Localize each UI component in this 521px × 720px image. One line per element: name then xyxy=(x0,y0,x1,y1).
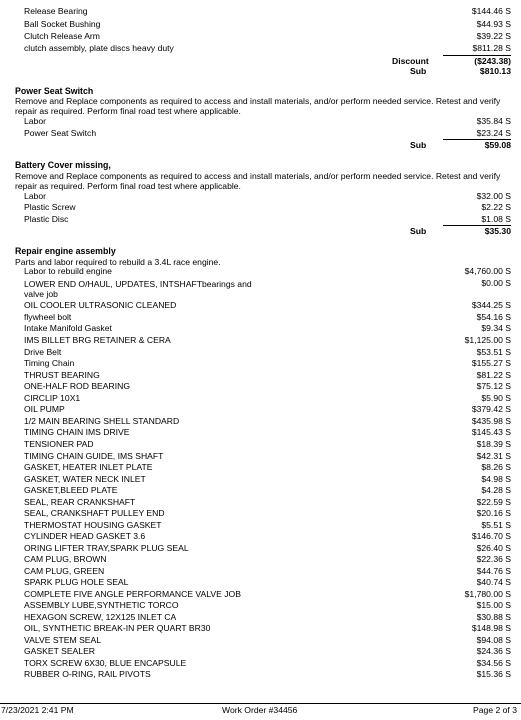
line-item xyxy=(0,348,521,359)
item-amount: $5.51 S xyxy=(481,520,511,530)
item-amount: $22.36 S xyxy=(476,554,511,564)
item-name: Labor xyxy=(24,191,46,201)
section-description: Remove and Replace components as required to access and install materials, and/or perform needed service. Retest and verify repair as required. Perform final road test where applicable. xyxy=(15,171,501,192)
item-name: Release Bearing xyxy=(24,6,88,16)
item-amount: $4,760.00 S xyxy=(464,266,511,276)
item-name: OIL COOLER ULTRASONIC CLEANED xyxy=(24,300,177,310)
section-description: Parts and labor required to rebuild a 3.4L race engine. xyxy=(15,257,221,267)
item-amount: $4.98 S xyxy=(481,474,511,484)
item-name: GASKET, HEATER INLET PLATE xyxy=(24,462,153,472)
line-item xyxy=(0,428,521,439)
item-name: Labor xyxy=(24,116,46,126)
item-name: TIMING CHAIN GUIDE, IMS SHAFT xyxy=(24,451,164,461)
item-amount: $20.16 S xyxy=(476,508,511,518)
item-amount: $30.88 S xyxy=(476,612,511,622)
item-amount: $144.46 S xyxy=(471,6,511,16)
item-name: COMPLETE FIVE ANGLE PERFORMANCE VALVE JOB xyxy=(24,589,241,599)
item-amount: $1.08 S xyxy=(481,214,511,224)
footer-divider xyxy=(0,703,521,704)
item-amount: $54.16 S xyxy=(476,312,511,322)
item-name: Drive Belt xyxy=(24,347,62,357)
item-amount: $26.40 S xyxy=(476,543,511,553)
line-item xyxy=(0,405,521,416)
item-name: ASSEMBLY LUBE,SYNTHETIC TORCO xyxy=(24,600,179,610)
footer-datetime: 7/23/2021 2:41 PM xyxy=(1,705,74,715)
item-name: SPARK PLUG HOLE SEAL xyxy=(24,577,129,587)
item-name: TORX SCREW 6X30, BLUE ENCAPSULE xyxy=(24,658,187,668)
item-amount: $4.28 S xyxy=(481,485,511,495)
line-item xyxy=(0,509,521,520)
item-name: OIL, SYNTHETIC BREAK-IN PER QUART BR30 xyxy=(24,623,211,633)
subtotal-value: $810.13 xyxy=(479,66,511,76)
item-amount: $35.84 S xyxy=(476,116,511,126)
item-name: Plastic Disc xyxy=(24,214,69,224)
item-amount: $379.42 S xyxy=(471,404,511,414)
item-amount: $2.22 S xyxy=(481,202,511,212)
item-name: Plastic Screw xyxy=(24,202,76,212)
item-name: VALVE STEM SEAL xyxy=(24,635,102,645)
item-amount: $435.98 S xyxy=(471,416,511,426)
item-amount: $18.39 S xyxy=(476,439,511,449)
line-item xyxy=(0,670,521,681)
item-amount: $22.59 S xyxy=(476,497,511,507)
subtotal-value: $59.08 xyxy=(484,140,511,150)
line-item xyxy=(0,301,521,312)
line-item xyxy=(0,279,521,301)
discount-label: Discount xyxy=(392,56,429,66)
item-name: Clutch Release Arm xyxy=(24,31,100,41)
line-item xyxy=(0,555,521,566)
line-item xyxy=(0,624,521,635)
item-amount: $148.98 S xyxy=(471,623,511,633)
line-item xyxy=(0,117,521,128)
item-name: CAM PLUG, GREEN xyxy=(24,566,105,576)
line-item xyxy=(0,463,521,474)
item-name: TENSIONER PAD xyxy=(24,439,94,449)
item-name: THERMOSTAT HOUSING GASKET xyxy=(24,520,162,530)
item-amount: $40.74 S xyxy=(476,577,511,587)
item-amount: $811.28 S xyxy=(472,43,511,53)
item-name: HEXAGON SCREW, 12X125 INLET CA xyxy=(24,612,177,622)
item-name: THRUST BEARING xyxy=(24,370,100,380)
line-item xyxy=(0,32,521,43)
line-item xyxy=(0,647,521,658)
item-name: ORING LIFTER TRAY,SPARK PLUG SEAL xyxy=(24,543,189,553)
item-name: GASKET SEALER xyxy=(24,646,96,656)
item-name: CYLINDER HEAD GASKET 3.6 xyxy=(24,531,146,541)
line-item xyxy=(0,336,521,347)
item-amount: $75.12 S xyxy=(476,381,511,391)
item-amount: $344.25 S xyxy=(471,300,511,310)
line-item xyxy=(0,7,521,18)
line-item xyxy=(0,440,521,451)
line-item xyxy=(0,192,521,203)
subtotal-value: $35.30 xyxy=(484,226,511,236)
item-amount: $1,780.00 S xyxy=(464,589,511,599)
item-name: LOWER END O/HAUL, UPDATES, INTSHAFTbearings and valve job xyxy=(24,279,252,300)
line-item xyxy=(0,382,521,393)
item-name: Timing Chain xyxy=(24,358,75,368)
item-amount: $23.24 S xyxy=(476,128,511,138)
item-amount: $53.51 S xyxy=(476,347,511,357)
item-name: IMS BILLET BRG RETAINER & CERA xyxy=(24,335,171,345)
item-amount: $15.00 S xyxy=(476,600,511,610)
item-amount: $34.56 S xyxy=(476,658,511,668)
line-item xyxy=(0,578,521,589)
item-name: 1/2 MAIN BEARING SHELL STANDARD xyxy=(24,416,180,426)
footer-work-order: Work Order #34456 xyxy=(222,705,298,715)
item-amount: $146.70 S xyxy=(471,531,511,541)
item-name: CAM PLUG, BROWN xyxy=(24,554,107,564)
section-title: Battery Cover missing, xyxy=(15,160,111,170)
discount-value: ($243.38) xyxy=(474,56,511,66)
item-name: clutch assembly, plate discs heavy duty xyxy=(24,43,174,53)
item-name: GASKET, WATER NECK INLET xyxy=(24,474,146,484)
line-item xyxy=(0,532,521,543)
footer-page-number: Page 2 of 3 xyxy=(473,705,517,715)
item-name: flywheel bolt xyxy=(24,312,72,322)
item-name: Power Seat Switch xyxy=(24,128,97,138)
item-name: GASKET,BLEED PLATE xyxy=(24,485,118,495)
item-amount: $15.36 S xyxy=(476,669,511,679)
section-title: Repair engine assembly xyxy=(15,246,116,256)
item-name: SEAL, CRANKSHAFT PULLEY END xyxy=(24,508,165,518)
line-item xyxy=(0,359,521,370)
item-name: Ball Socket Bushing xyxy=(24,19,101,29)
item-amount: $145.43 S xyxy=(471,427,511,437)
item-amount: $39.22 S xyxy=(476,31,511,41)
item-name: RUBBER O-RING, RAIL PIVOTS xyxy=(24,669,151,679)
subtotal-label: Sub xyxy=(410,140,427,150)
item-amount: $44.93 S xyxy=(476,19,511,29)
item-amount: $0.00 S xyxy=(481,278,511,288)
item-name: SEAL, REAR CRANKSHAFT xyxy=(24,497,136,507)
item-name: CIRCLIP 10X1 xyxy=(24,393,81,403)
item-name: OIL PUMP xyxy=(24,404,65,414)
item-amount: $1,125.00 S xyxy=(464,335,511,345)
item-amount: $81.22 S xyxy=(476,370,511,380)
section-title: Power Seat Switch xyxy=(15,86,94,96)
item-name: Intake Manifold Gasket xyxy=(24,323,112,333)
line-item xyxy=(0,20,521,31)
subtotal-label: Sub xyxy=(410,226,427,236)
item-amount: $32.00 S xyxy=(476,191,511,201)
item-name: TIMING CHAIN IMS DRIVE xyxy=(24,427,130,437)
item-amount: $5.90 S xyxy=(481,393,511,403)
item-amount: $44.76 S xyxy=(476,566,511,576)
line-item xyxy=(0,486,521,497)
item-amount: $94.08 S xyxy=(476,635,511,645)
item-amount: $9.34 S xyxy=(481,323,511,333)
item-amount: $42.31 S xyxy=(476,451,511,461)
line-item xyxy=(0,324,521,335)
line-item xyxy=(0,601,521,612)
line-item xyxy=(0,44,521,55)
item-amount: $8.26 S xyxy=(481,462,511,472)
item-amount: $24.36 S xyxy=(476,646,511,656)
item-name: ONE-HALF ROD BEARING xyxy=(24,381,131,391)
line-item xyxy=(0,203,521,214)
line-item xyxy=(0,267,521,278)
subtotal-label: Sub xyxy=(410,66,427,76)
line-item xyxy=(0,394,521,405)
item-name: Labor to rebuild engine xyxy=(24,266,112,276)
section-description: Remove and Replace components as required to access and install materials, and/or perform needed service. Retest and verify repair as required. Perform final road test where applicable. xyxy=(15,96,501,117)
item-amount: $155.27 S xyxy=(471,358,511,368)
